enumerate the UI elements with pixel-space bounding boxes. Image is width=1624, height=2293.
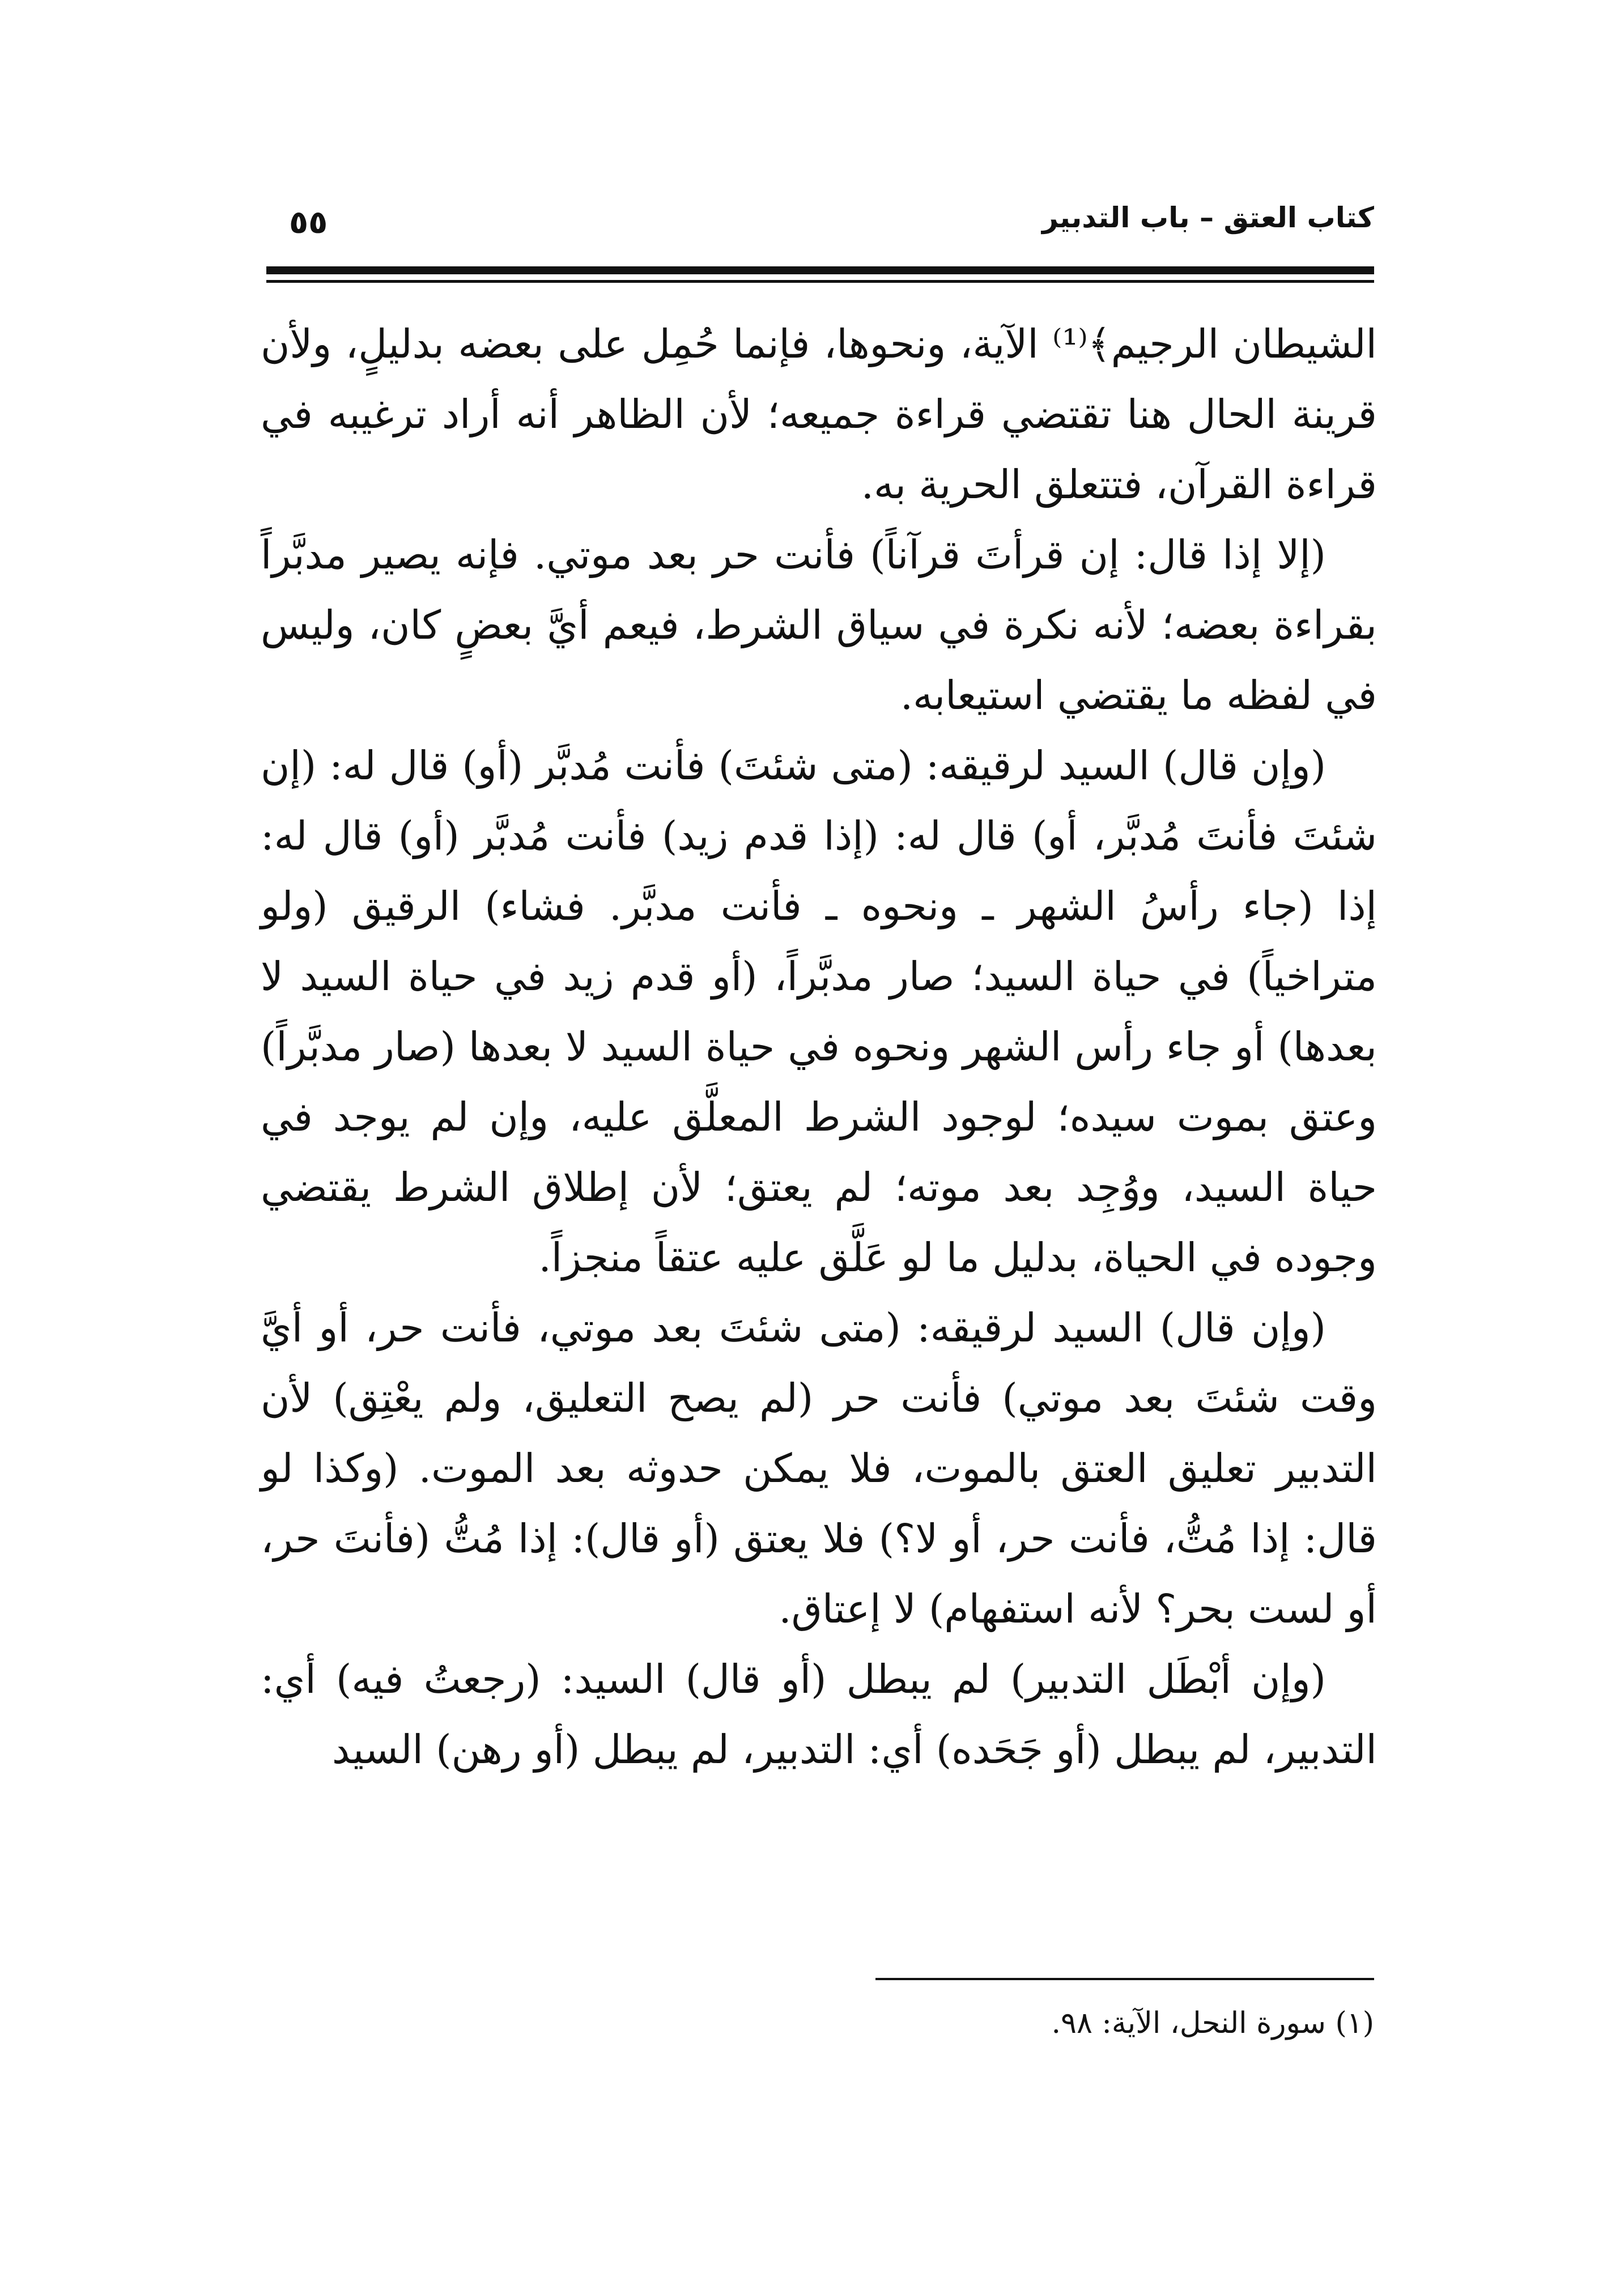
page-number: ٥٥ [289,204,328,241]
header-rule-thick [266,266,1374,274]
paragraph-1: الشيطان الرجيم﴾⁽¹⁾ الآية، ونحوها، فإنما حُمِل على بعضه بدليلٍ، ولأن قرينة الحال هنا تقتضي قراءة جميعه؛ لأن الظاهر أنه أراد ترغيبه في قراءة القرآن، فتتعلق الحرية به. [261,321,1377,508]
footnote: (١) سورة النحل، الآية: ٩٨. [1051,2006,1374,2040]
footnote-separator [875,1978,1374,1980]
paragraph-3: (وإن قال) السيد لرقيقه: (متى شئتَ) فأنت مُدبَّر (أو) قال له: (إن شئتَ فأنتَ مُدبَّر، أو) قال له: (إذا قدم زيد) فأنت مُدبَّر (أو) قال له: إذا (جاء رأسُ الشهر ـ ونحوه ـ فأنت مدبَّر. فشاء) الرقيق (ولو متراخياً) في حياة السيد؛ صار مدبَّراً، (أو قدم زيد في حياة السيد لا بعدها) أو جاء رأس الشهر ونحوه في حياة السيد لا بعدها (صار مدبَّراً) وعتق بموت سيده؛ لوجود الشرط المعلَّق عليه، وإن لم يوجد في حياة السيد، ووُجِد بعد موته؛ لم يعتق؛ لأن إطلاق الشرط يقتضي وجوده في الحياة، بدليل ما لو عَلَّق عليه عتقاً منجزاً. [261,742,1377,1281]
paragraph-5: (وإن أبْطَل التدبير) لم يبطل (أو قال) السيد: (رجعتُ فيه) أي: التدبير، لم يبطل (أو جَحَده) أي: التدبير، لم يبطل (أو رهن) السيد [261,1656,1377,1773]
paragraph-4: (وإن قال) السيد لرقيقه: (متى شئتَ بعد موتي، فأنت حر، أو أيَّ وقت شئتَ بعد موتي) فأنت حر (لم يصح التعليق، ولم يعْتِق) لأن التدبير تعليق العتق بالموت، فلا يمكن حدوثه بعد الموت. (وكذا لو قال: إذا مُتُّ، فأنت حر، أو لا؟) فلا يعتق (أو قال): إذا مُتُّ (فأنتَ حر، أو لست بحر؟ لأنه استفهام) لا إعتاق. [261,1305,1377,1632]
header-rule-thin [266,280,1374,283]
running-title: كتاب العتق – باب التدبير [1041,201,1374,234]
main-text [261,309,1377,1785]
page-header [266,201,1374,252]
paragraph-2: (إلا إذا قال: إن قرأتَ قرآناً) فأنت حر بعد موتي. فإنه يصير مدبَّراً بقراءة بعضه؛ لأنه نكرة في سياق الشرط، فيعم أيَّ بعضٍ كان، وليس في لفظه ما يقتضي استيعابه. [261,532,1377,719]
